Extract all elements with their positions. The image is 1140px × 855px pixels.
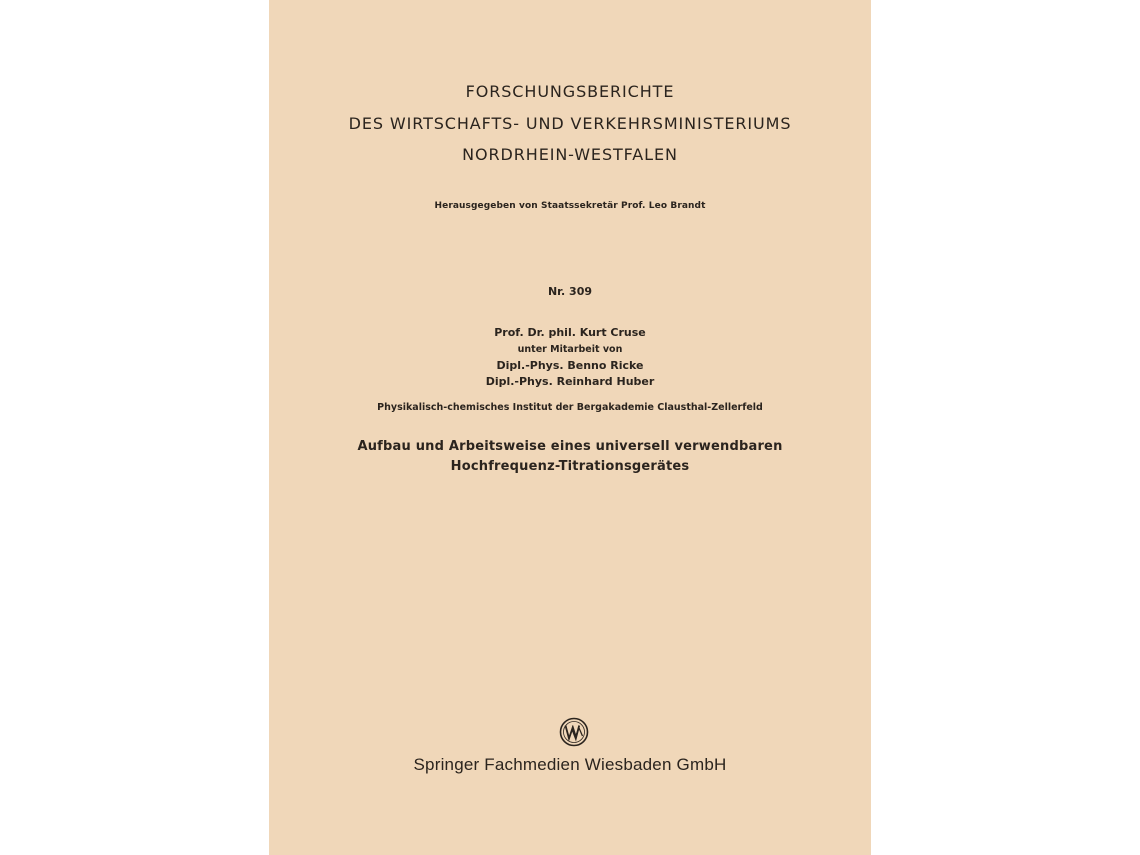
coauthor-1: Dipl.-Phys. Benno Ricke (496, 359, 644, 372)
coauthor-2: Dipl.-Phys. Reinhard Huber (485, 375, 655, 388)
series-title-line-1: FORSCHUNGSBERICHTE (465, 82, 675, 101)
book-title-line-2: Hochfrequenz-Titrationsgerätes (450, 459, 690, 474)
author-name: Prof. Dr. phil. Kurt Cruse (494, 326, 646, 339)
publisher-name: Springer Fachmedien Wiesbaden GmbH (413, 755, 727, 774)
report-number: Nr. 309 (547, 285, 593, 298)
book-title-line-1: Aufbau und Arbeitsweise eines universell verwendbaren (357, 439, 783, 454)
series-title-line-3: NORDRHEIN-WESTFALEN (462, 145, 678, 164)
publisher-logo-icon (559, 715, 589, 749)
collaboration-note: unter Mitarbeit von (517, 344, 623, 355)
editor-line: Herausgegeben von Staatssekretär Prof. Leo Brandt (434, 201, 706, 211)
book-cover (269, 0, 871, 855)
series-title-line-2: DES WIRTSCHAFTS- UND VERKEHRSMINISTERIUMS (348, 114, 792, 133)
institute-line: Physikalisch-chemisches Institut der Bergakademie Clausthal-Zellerfeld (377, 402, 763, 413)
